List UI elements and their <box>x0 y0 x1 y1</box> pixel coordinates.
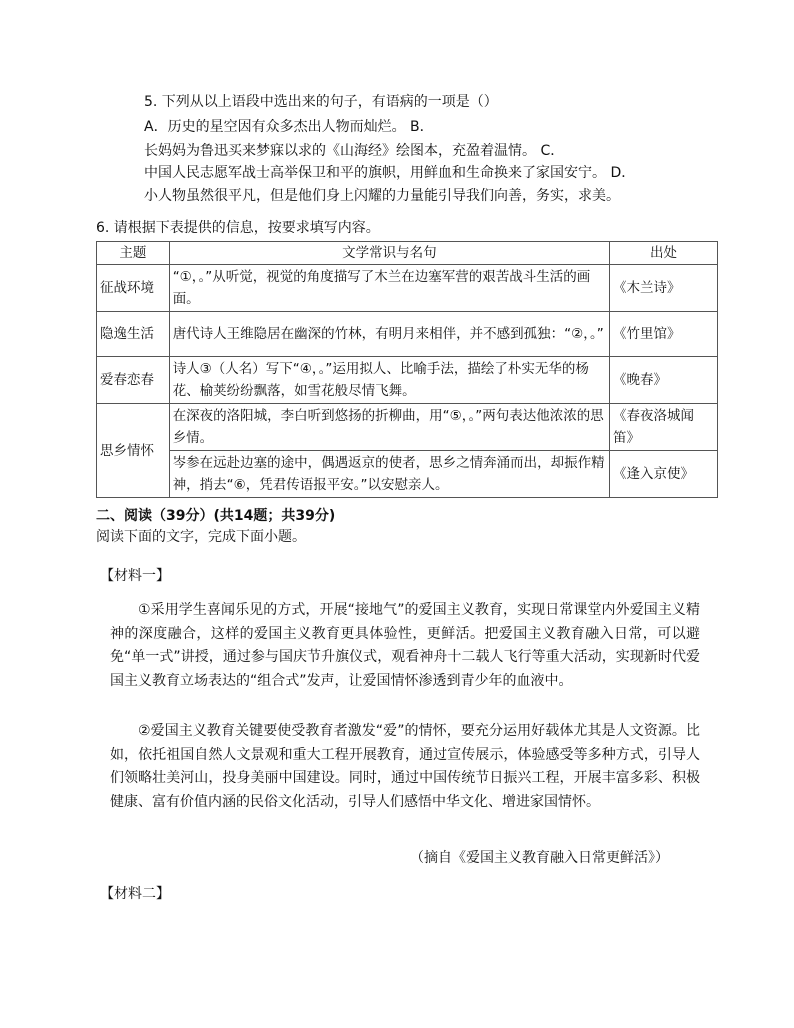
material-1-label: 【材料一】 <box>100 568 170 584</box>
row-content: 岑参在远赴边塞的途中，偶遇返京的使者，思乡之情奔涌而出，却振作精神，捎去“⑥，凭君传语报平安。”以安慰亲人。 <box>169 451 609 498</box>
table-row <box>97 265 718 312</box>
row-theme: 思乡情怀 <box>97 404 170 498</box>
row-content: 唐代诗人王维隐居在幽深的竹林，有明月来相伴，并不感到孤独：“②，。” <box>169 312 609 357</box>
row-theme: 隐逸生活 <box>97 312 170 357</box>
table-row <box>97 312 718 357</box>
table-header-row <box>97 242 718 265</box>
row-source: 《木兰诗》 <box>609 265 717 312</box>
material-2-label: 【材料二】 <box>100 886 170 902</box>
question-5-stem: 5. 下列从以上语段中选出来的句子，有语病的一项是（） <box>144 94 498 110</box>
row-source: 《晚春》 <box>609 357 717 404</box>
row-source: 《春夜洛城闻笛》 <box>609 404 717 451</box>
table-row <box>97 404 718 451</box>
question-5-option-line: 小人物虽然很平凡，但是他们身上闪耀的力量能引导我们向善，务实，求美。 <box>144 188 620 204</box>
row-theme: 爱春恋春 <box>97 357 170 404</box>
header-content: 文学常识与名句 <box>169 242 609 265</box>
question-5-option-line: 中国人民志愿军战士高举保卫和平的旗帜，用鲜血和生命换来了家国安宁。 D． <box>144 165 636 181</box>
row-theme: 征战环境 <box>97 265 170 312</box>
row-content: 在深夜的洛阳城，李白听到悠扬的折柳曲，用“⑤，。”两句表达他浓浓的思乡情。 <box>169 404 609 451</box>
question-5-option-line: 长妈妈为鲁迅买来梦寐以求的《山海经》绘图本，充盈着温情。 C． <box>144 143 565 159</box>
row-source: 《逢入京使》 <box>609 451 717 498</box>
header-source: 出处 <box>609 242 717 265</box>
literature-info-table <box>96 241 718 498</box>
question-5-option-line: A．历史的星空因有众多杰出人物而灿烂。 B． <box>144 119 434 135</box>
material-1-paragraph-2: ②爱国主义教育关键要使受教育者激发“爱”的情怀，要充分运用好载体尤其是人文资源。比如，依托祖国自然人文景观和重大工程开展教育，通过宣传展示，体验感受等多种方式，引导人们领略壮美河山，投身美丽中国建设。同时，通过中国传统节日振兴工程，开展丰富多彩、积极健康、富有价值内涵的民俗文化活动，引导人们感悟中华文化、增进家国情怀。 <box>110 723 700 810</box>
section-2-heading: 二、阅读（39分）(共14题；共39分) <box>96 508 336 524</box>
material-1-citation: （摘自《爱国主义教育融入日常更鲜活》） <box>410 850 669 866</box>
row-content: 诗人③（人名）写下“④，。”运用拟人、比喻手法，描绘了朴实无华的杨花、榆荚纷纷飘落，如雪花般尽情飞舞。 <box>169 357 609 404</box>
table-row <box>97 451 718 498</box>
header-theme: 主题 <box>97 242 170 265</box>
row-content: “①，。”从听觉，视觉的角度描写了木兰在边塞军营的艰苦战斗生活的画面。 <box>169 265 609 312</box>
material-1-paragraph-1: ①采用学生喜闻乐见的方式，开展“接地气”的爱国主义教育，实现日常课堂内外爱国主义精神的深度融合，这样的爱国主义教育更具体验性，更鲜活。把爱国主义教育融入日常，可以避免“单一式”讲授，通过参与国庆节升旗仪式，观看神舟十二载人飞行等重大活动，实现新时代爱国主义教育立场表达的“组合式”发声，让爱国情怀渗透到青少年的血液中。 <box>110 602 700 689</box>
question-6-stem: 6. 请根据下表提供的信息，按要求填写内容。 <box>96 220 380 236</box>
section-2-intro: 阅读下面的文字，完成下面小题。 <box>96 529 306 545</box>
row-source: 《竹里馆》 <box>609 312 717 357</box>
table-row <box>97 357 718 404</box>
